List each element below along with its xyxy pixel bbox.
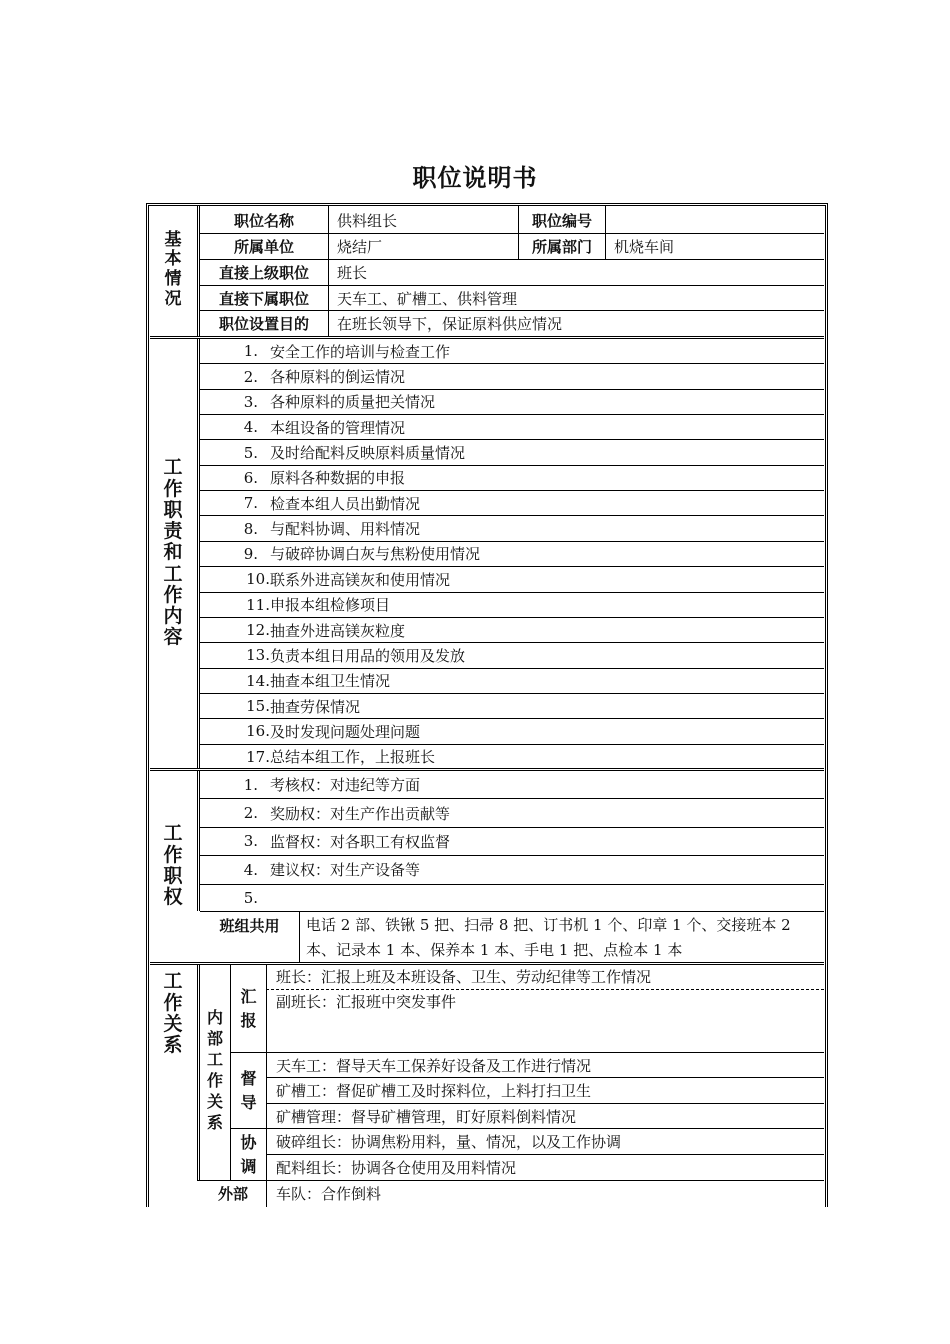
authority-item xyxy=(200,799,820,826)
coordinate-item-1: 破碎组长：协调焦粉用料，量、情况，以及工作协调 xyxy=(276,1133,622,1151)
duty-item-text: 各种原料的倒运情况 xyxy=(270,368,406,387)
duty-item xyxy=(200,466,820,490)
section-duties-label: 工 作 职 责 和 工 作 内 容 xyxy=(163,456,183,649)
duty-item-number: 11. xyxy=(246,595,270,614)
duty-item-number: 16. xyxy=(246,722,270,741)
supervise-label: 督 导 xyxy=(240,1068,257,1112)
duty-item-text: 及时发现问题处理问题 xyxy=(270,722,421,741)
position-no-label: 职位编号 xyxy=(531,211,592,230)
superior-value: 班长 xyxy=(337,264,368,282)
duty-item-text: 各种原料的质量把关情况 xyxy=(270,393,436,412)
report-label: 汇 报 xyxy=(240,986,257,1030)
report-item-2: 副班长：汇报班中突发事件 xyxy=(276,993,457,1011)
authority-item-text: 考核权：对违纪等方面 xyxy=(270,776,421,795)
duty-item-number: 15. xyxy=(246,697,270,716)
purpose-value: 在班长领导下，保证原料供应情况 xyxy=(337,315,563,333)
duty-item-text: 检查本组人员出勤情况 xyxy=(270,494,421,513)
duty-item-number: 7. xyxy=(243,494,258,513)
purpose-label: 职位设置目的 xyxy=(218,315,309,333)
duty-item-number: 17. xyxy=(246,747,270,766)
authority-item xyxy=(200,828,820,855)
duty-item-text: 申报本组检修项目 xyxy=(270,596,391,615)
external-relations-label: 外部 xyxy=(217,1184,248,1203)
supervise-item-2: 矿槽工：督促矿槽工及时探料位，上料打扫卫生 xyxy=(276,1082,592,1100)
duty-item-text: 负责本组日用品的领用及发放 xyxy=(270,646,466,665)
duty-item-number: 4. xyxy=(243,418,258,437)
supervise-item-1: 天车工：督导天车工保养好设备及工作进行情况 xyxy=(276,1056,592,1075)
position-no-value xyxy=(614,207,814,233)
authority-item xyxy=(200,885,820,912)
authority-item-number: 3. xyxy=(243,832,258,851)
duty-item-number: 8. xyxy=(243,519,258,538)
internal-relations-label: 内 部 工 作 关 系 xyxy=(206,1007,223,1133)
dept-value: 机烧车间 xyxy=(614,238,675,256)
duty-item xyxy=(200,491,820,515)
authority-item-text: 奖励权：对生产作出贡献等 xyxy=(270,804,451,823)
shared-items-label: 班组共用 xyxy=(219,916,280,935)
duty-item xyxy=(200,516,820,540)
section-authority-label: 工 作 职 权 xyxy=(163,822,183,909)
coordinate-label: 协 调 xyxy=(240,1132,257,1176)
duty-item xyxy=(200,719,820,743)
document-title: 职位说明书 xyxy=(412,164,538,192)
duty-item-text: 本组设备的管理情况 xyxy=(270,418,406,437)
duty-item-text: 原料各种数据的申报 xyxy=(270,469,406,488)
duty-item-number: 6. xyxy=(243,468,258,487)
unit-label: 所属单位 xyxy=(233,238,294,256)
duty-item-text: 与配料协调、用料情况 xyxy=(270,520,421,539)
duty-item xyxy=(200,339,820,363)
superior-label: 直接上级职位 xyxy=(218,264,309,282)
duty-item-text: 抽查劳保情况 xyxy=(270,697,361,716)
authority-item-number: 5. xyxy=(243,889,258,908)
unit-value: 烧结厂 xyxy=(337,238,383,256)
report-item-1: 班长：汇报上班及本班设备、卫生、劳动纪律等工作情况 xyxy=(276,968,652,986)
authority-item-text: 建议权：对生产设备等 xyxy=(270,861,421,880)
duty-item xyxy=(200,567,820,591)
subordinate-value: 天车工、矿槽工、供料管理 xyxy=(337,289,518,308)
duty-item xyxy=(200,643,820,667)
duty-item-number: 14. xyxy=(246,671,270,690)
duty-item-text: 安全工作的培训与检查工作 xyxy=(270,342,451,361)
duty-item-number: 13. xyxy=(246,646,270,665)
duty-item xyxy=(200,593,820,617)
duty-item-number: 3. xyxy=(243,392,258,411)
duty-item-text: 及时给配料反映原料质量情况 xyxy=(270,444,466,463)
position-name-label: 职位名称 xyxy=(233,211,294,230)
duty-item-text: 联系外进高镁灰和使用情况 xyxy=(270,570,451,589)
duty-item-text: 抽查外进高镁灰粒度 xyxy=(270,621,406,640)
duty-item xyxy=(200,364,820,388)
duty-item-text: 抽查本组卫生情况 xyxy=(270,672,391,691)
authority-item-number: 1. xyxy=(243,775,258,794)
shared-items-line2: 本、记录本 1 本、保养本 1 本、手电 1 把、点检本 1 本 xyxy=(306,941,683,959)
duty-item-number: 2. xyxy=(243,367,258,386)
duty-item-text: 总结本组工作，上报班长 xyxy=(270,748,436,767)
section-relations-label: 工 作 关 系 xyxy=(163,970,183,1057)
section-basic-info-label: 基 本 情 况 xyxy=(164,229,182,309)
duty-item xyxy=(200,618,820,642)
duty-item-number: 1. xyxy=(243,342,258,361)
supervise-item-3: 矿槽管理：督导矿槽管理，盯好原料倒料情况 xyxy=(276,1107,577,1126)
position-name-value: 供料组长 xyxy=(337,211,398,230)
duty-item xyxy=(200,694,820,718)
duty-item-number: 9. xyxy=(243,544,258,563)
duty-item-number: 10. xyxy=(246,570,270,589)
authority-item xyxy=(200,856,820,883)
duty-item-text: 与破碎协调白灰与焦粉使用情况 xyxy=(270,545,481,564)
duty-item xyxy=(200,745,820,769)
dept-label: 所属部门 xyxy=(531,238,592,256)
authority-item-number: 2. xyxy=(243,804,258,823)
duty-item xyxy=(200,542,820,566)
subordinate-label: 直接下属职位 xyxy=(218,289,309,308)
duty-item-number: 12. xyxy=(246,621,270,640)
duty-item-number: 5. xyxy=(243,443,258,462)
coordinate-item-2: 配料组长：协调各仓使用及用料情况 xyxy=(276,1159,517,1177)
duty-item xyxy=(200,669,820,693)
authority-item-number: 4. xyxy=(243,860,258,879)
authority-item-text: 监督权：对各职工有权监督 xyxy=(270,832,451,851)
authority-item xyxy=(200,771,820,798)
duty-item xyxy=(200,440,820,464)
duty-item xyxy=(200,415,820,439)
duty-item xyxy=(200,390,820,414)
external-item: 车队：合作倒料 xyxy=(276,1184,382,1203)
shared-items-line1: 电话 2 部、铁锹 5 把、扫帚 8 把、订书机 1 个、印章 1 个、交接班本 2 xyxy=(306,916,791,934)
